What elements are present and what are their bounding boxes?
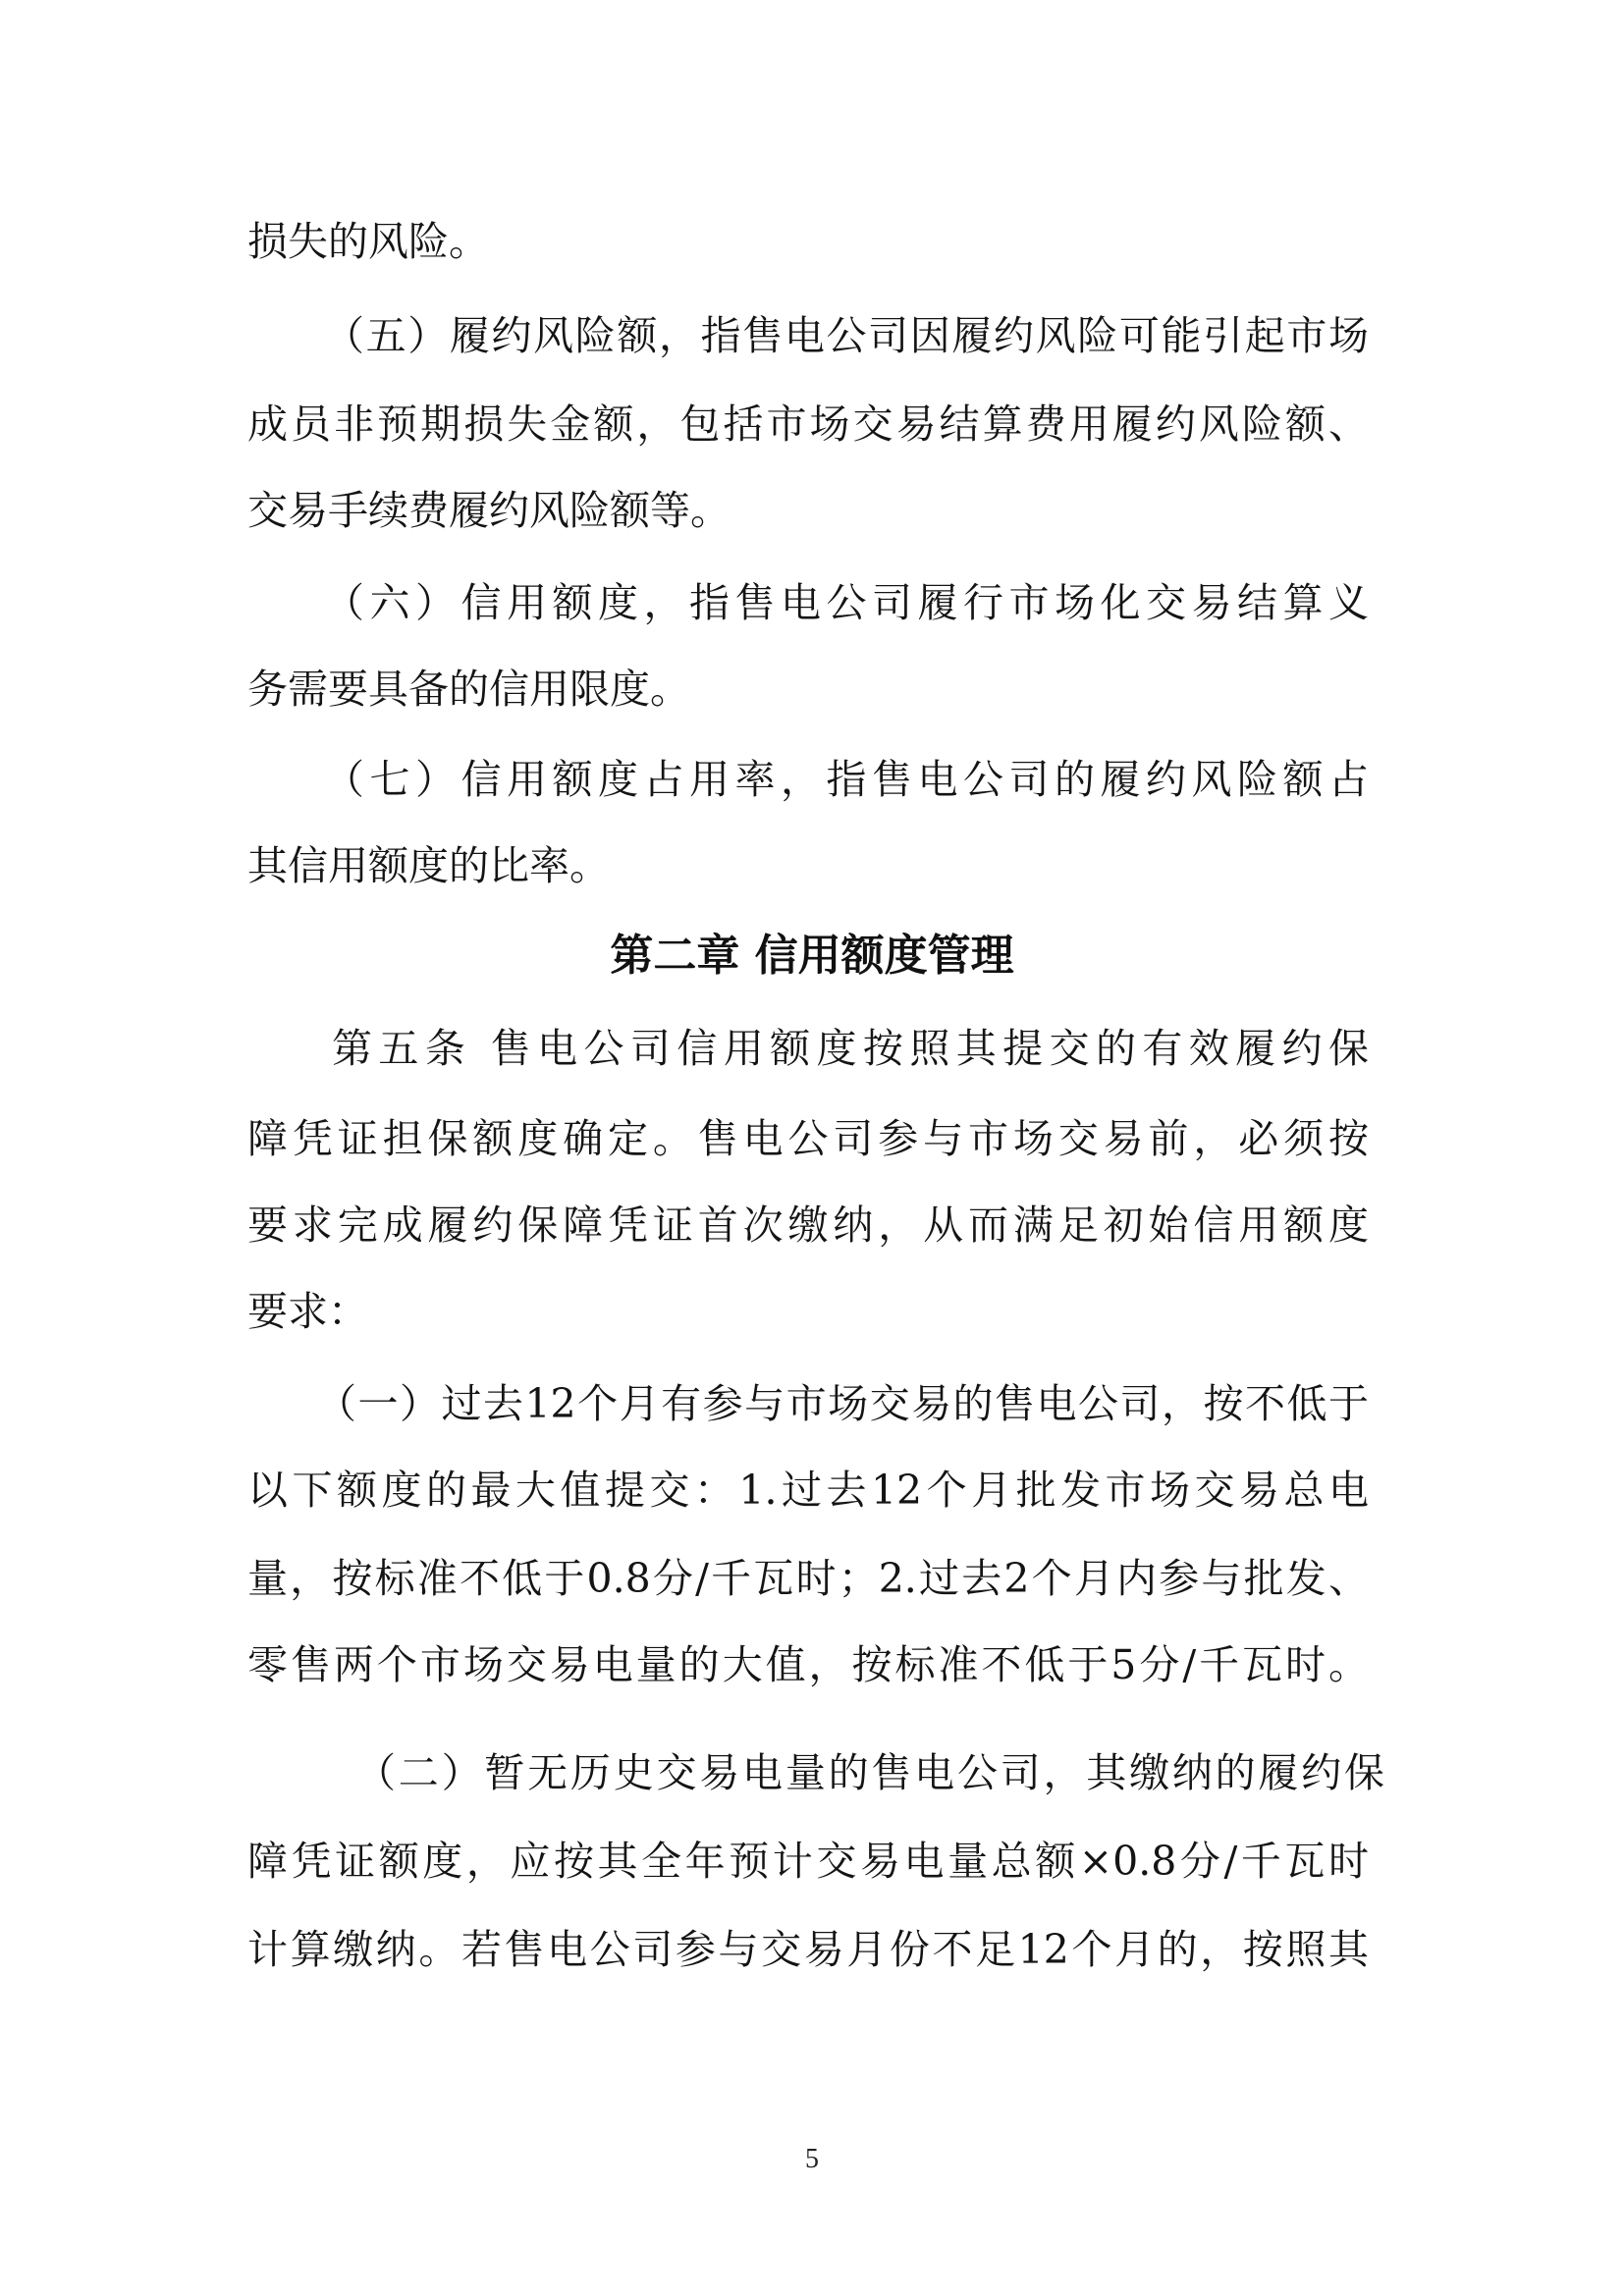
item-text-line: （一）过去12个月有参与市场交易的售电公司，按不低于 bbox=[316, 1380, 1369, 1427]
article-text-line: 第五条 售电公司信用额度按照其提交的有效履约保 bbox=[332, 1025, 1369, 1072]
body-text-line: （六）信用额度，指售电公司履行市场化交易结算义 bbox=[324, 579, 1369, 626]
article-text-line: 障凭证担保额度确定。售电公司参与市场交易前，必须按 bbox=[247, 1115, 1369, 1162]
body-text-line: （五）履约风险额，指售电公司因履约风险可能引起市场 bbox=[324, 312, 1369, 359]
article-text-line: 要求： bbox=[247, 1288, 368, 1335]
item-text-line: 以下额度的最大值提交：1.过去12个月批发市场交易总电 bbox=[247, 1467, 1369, 1514]
item-text-line: 零售两个市场交易电量的大值，按标准不低于5分/千瓦时。 bbox=[247, 1641, 1369, 1688]
chapter-heading: 第二章 信用额度管理 bbox=[610, 931, 1014, 981]
body-text-line: （七）信用额度占用率，指售电公司的履约风险额占 bbox=[324, 756, 1369, 803]
body-text-line: 损失的风险。 bbox=[247, 218, 489, 265]
body-text-line: 务需要具备的信用限度。 bbox=[247, 666, 690, 713]
body-text-line: 成员非预期损失金额，包括市场交易结算费用履约风险额、 bbox=[247, 400, 1369, 448]
item-text-line: （二）暂无历史交易电量的售电公司，其缴纳的履约保 bbox=[355, 1749, 1384, 1796]
item-text-line: 量，按标准不低于0.8分/千瓦时；2.过去2个月内参与批发、 bbox=[247, 1555, 1369, 1602]
item-text-line: 计算缴纳。若售电公司参与交易月份不足12个月的，按照其 bbox=[247, 1926, 1369, 1973]
body-text-line: 其信用额度的比率。 bbox=[247, 842, 610, 889]
article-text-line: 要求完成履约保障凭证首次缴纳，从而满足初始信用额度 bbox=[247, 1201, 1369, 1249]
page-number: 5 bbox=[805, 2144, 819, 2174]
body-text-line: 交易手续费履约风险额等。 bbox=[247, 487, 731, 534]
item-text-line: 障凭证额度，应按其全年预计交易电量总额×0.8分/千瓦时 bbox=[247, 1838, 1369, 1885]
